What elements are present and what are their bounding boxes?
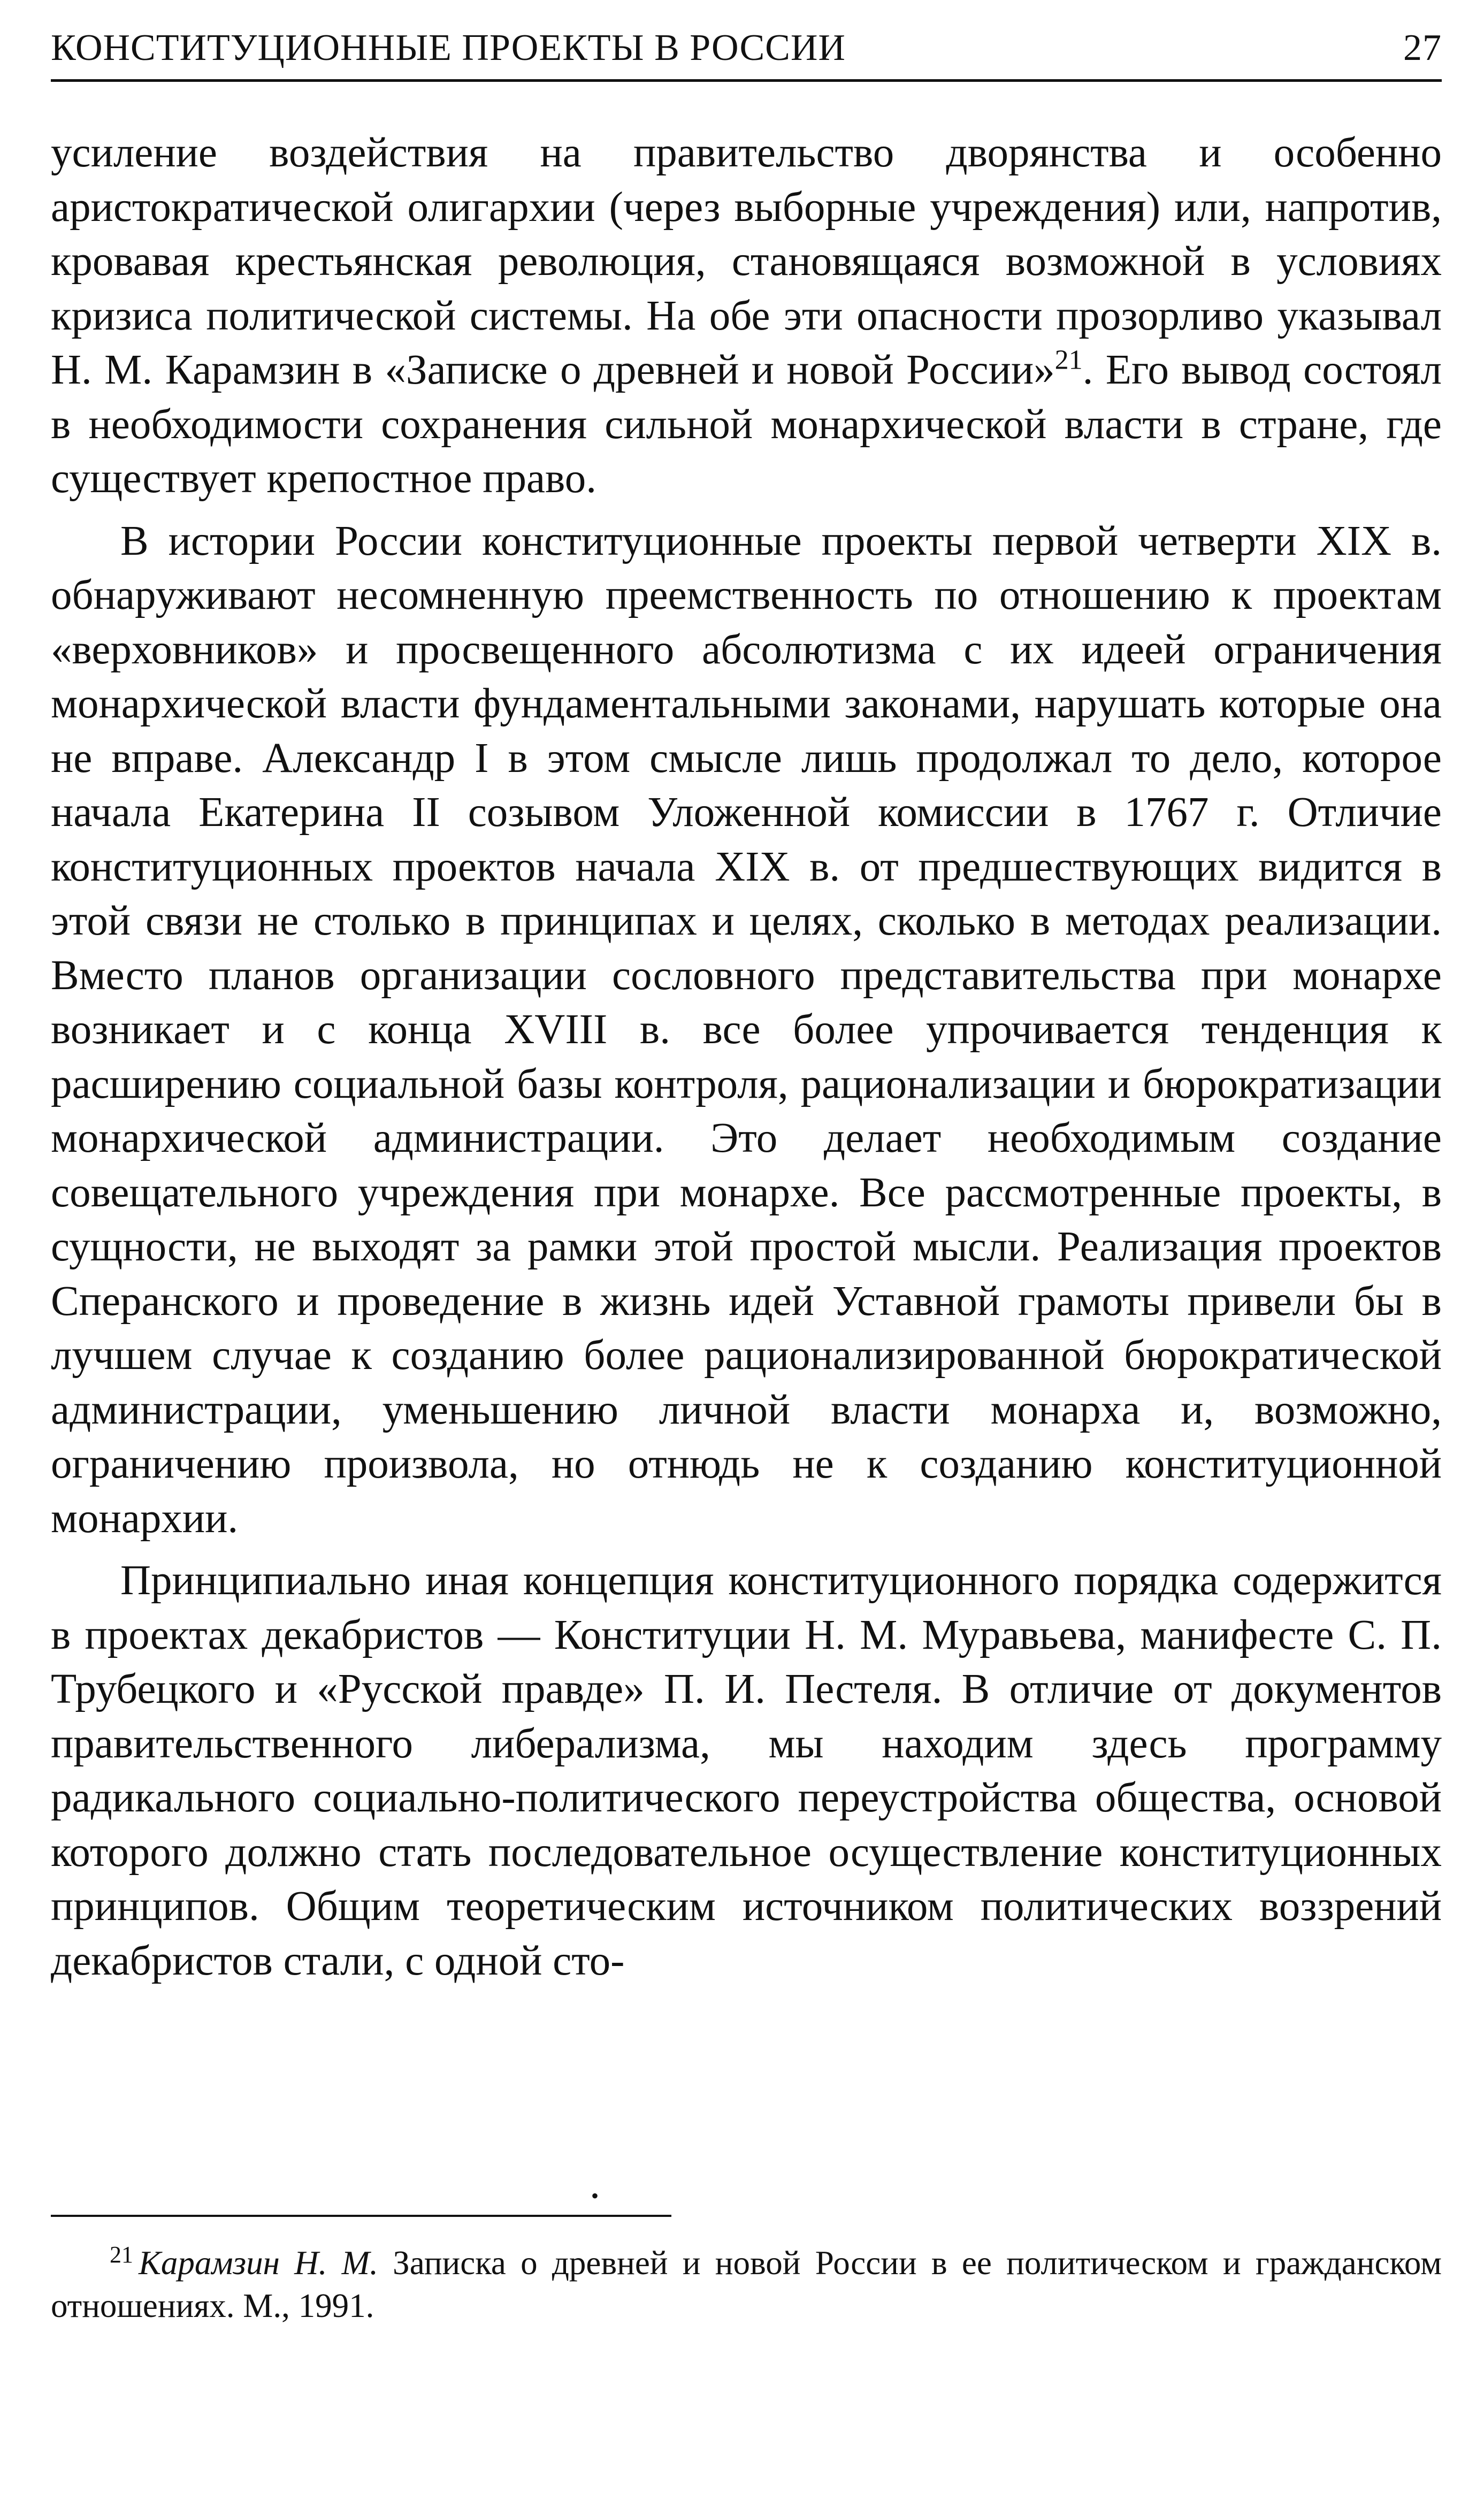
- footnote-ref-21[interactable]: 21: [1054, 345, 1083, 376]
- footnote-21: [51, 2242, 1442, 2327]
- paragraph-2: В истории России конституционные проекты первой четверти XIX в. обнаруживают несомненную преемственность по отношению к проектам «верховников» и просвещенного абсолютизма с их идеей ограничения монархической власти фундаментальными законами, нарушать которые она не вправе. Александр I в этом смысле лишь продолжал то дело, которое начала Екатерина II созывом Уложенной комиссии в 1767 г. Отличие конституционных проектов начала XIX в. от предшествующих видится в этой связи не столько в принципах и целях, сколько в методах реализации. Вместо планов организации сословного представительства при монархе возникает и с конца XVIII в. все более упрочивается тенденция к расширению социальной базы контроля, рационализации и бюрократизации монархической администрации. Это делает необходимым создание совещательного учреждения при монархе. Все рассмотренные проекты, в сущности, не выходят за рамки этой простой мысли. Реализация проектов Сперанского и проведение в жизнь идей Уставной грамоты привели бы в лучшем случае к созданию более рационализированной бюрократической администрации, уменьшению личной власти монарха и, возможно, ограничению произвола, но отнюдь не к созданию конституционной монархии.: [51, 517, 1442, 1542]
- running-title: КОНСТИТУЦИОННЫЕ ПРОЕКТЫ В РОССИИ: [51, 27, 846, 68]
- dot-mark: •: [591, 2184, 599, 2208]
- book-page: [51, 0, 1442, 2509]
- paragraph-1-text-a: усиление воздействия на правительство дворянства и особенно аристократической олигархии (через выборные учреждения) или, напротив, кровавая крестьянская революция, становящаяся возможной в условиях кризиса политической системы. На обе эти опасности прозорливо указывал Н. М. Карамзин в «Записке о древней и новой России»: [51, 129, 1442, 393]
- running-header: [51, 21, 1442, 75]
- body-text: [51, 126, 1442, 1996]
- paragraph-1: [51, 126, 1442, 506]
- footnote-number: 21: [110, 2242, 133, 2268]
- paragraph-1-text-b: . Его вывод состоял в необходимости сохранения сильной монархической власти в стране, где существует крепостное право.: [51, 347, 1442, 502]
- header-rule: [51, 79, 1442, 82]
- page-number: 27: [1403, 27, 1442, 68]
- footnote-text: Записка о древней и новой России в ее политическом и гражданском отношениях. М., 1991.: [51, 2244, 1442, 2324]
- paragraph-3: Принципиально иная концепция конституционного порядка содержится в проектах декабристов — Конституции Н. М. Муравьева, манифесте С. П. Трубецкого и «Русской правде» П. И. Пестеля. В отличие от документов правительственного либерализма, мы находим здесь программу радикального социально-политического переустройства общества, основой которого должно стать последовательное осуществление конституционных принципов. Общим теоретическим источником политических воззрений декабристов стали, с одной сто-: [51, 1557, 1442, 1984]
- footnote-rule: [51, 2215, 671, 2217]
- footnote-author: Карамзин Н. М.: [139, 2244, 378, 2282]
